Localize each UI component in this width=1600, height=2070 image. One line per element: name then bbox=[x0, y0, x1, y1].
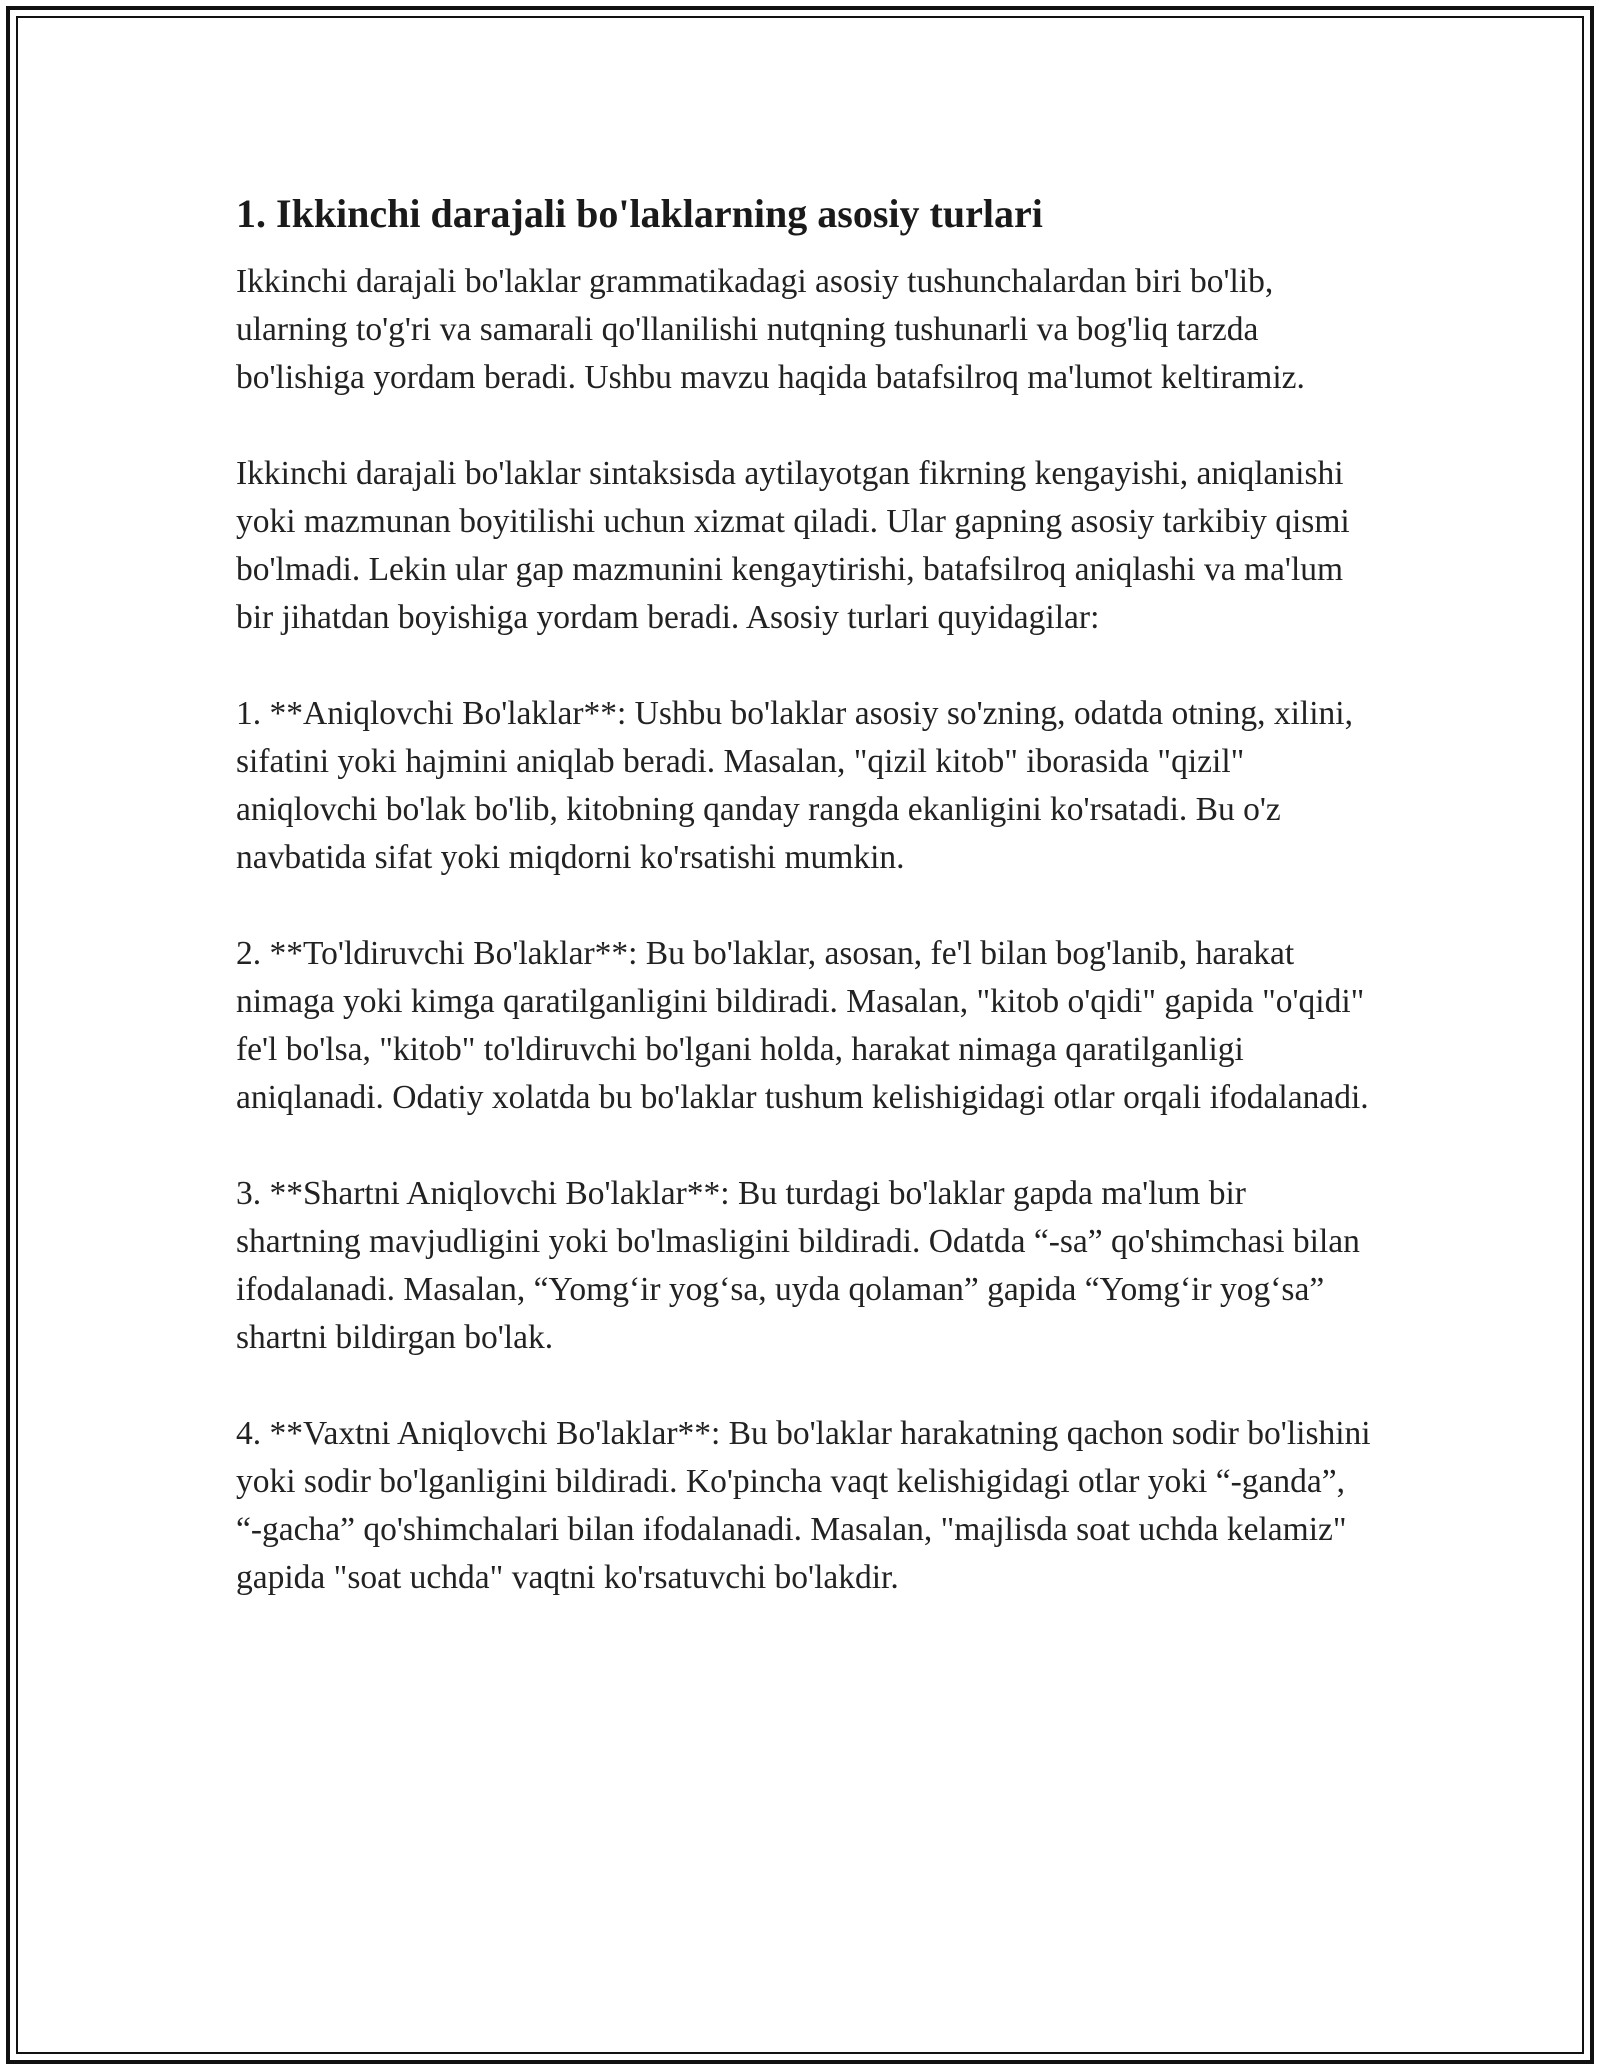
section-heading: 1. Ikkinchi darajali bo'laklarning asosiy turlari bbox=[236, 191, 1043, 236]
paragraph-item-4: 4. **Vaxtni Aniqlovchi Bo'laklar**: Bu bo'laklar harakatning qachon sodir bo'lishini yoki sodir bo'lganligini bildiradi. Ko'pincha vaqt kelishigidagi otlar yoki “-ganda”, “-gacha” qo'shimchalari bilan ifodalanadi. Masalan, "majlisda soat uchda kelamiz" gapida "soat uchda" vaqtni ko'rsatuvchi bo'lakdir. bbox=[236, 1415, 1371, 1596]
paragraph-intro: Ikkinchi darajali bo'laklar grammatikadagi asosiy tushunchalardan biri bo'lib, ularning to'g'ri va samarali qo'llanilishi nutqning tushunarli va bog'liq tarzda bo'lishiga yordam beradi. Ushbu mavzu haqida batafsilroq ma'lumot keltiramiz. bbox=[236, 263, 1305, 396]
document-body bbox=[236, 186, 1376, 1650]
paragraph-item-2: 2. **To'ldiruvchi Bo'laklar**: Bu bo'laklar, asosan, fe'l bilan bog'lanib, harakat nimaga yoki kimga qaratilganligini bildiradi. Masalan, "kitob o'qidi" gapida "o'qidi" fe'l bo'lsa, "kitob" to'ldiruvchi bo'lgani holda, harakat nimaga qaratilganligi aniqlanadi. Odatiy xolatda bu bo'laklar tushum kelishigidagi otlar orqali ifodalanadi. bbox=[236, 935, 1369, 1116]
paragraph-item-1: 1. **Aniqlovchi Bo'laklar**: Ushbu bo'laklar asosiy so'zning, odatda otning, xilini, sifatini yoki hajmini aniqlab beradi. Masalan, "qizil kitob" iborasida "qizil" aniqlovchi bo'lak bo'lib, kitobning qanday rangda ekanligini ko'rsatadi. Bu o'z navbatida sifat yoki miqdorni ko'rsatishi mumkin. bbox=[236, 695, 1353, 876]
paragraph-overview: Ikkinchi darajali bo'laklar sintaksisda aytilayotgan fikrning kengayishi, aniqlanishi yoki mazmunan boyitilishi uchun xizmat qiladi. Ular gapning asosiy tarkibiy qismi bo'lmadi. Lekin ular gap mazmunini kengaytirishi, batafsilroq aniqlashi va ma'lum bir jihatdan boyishiga yordam beradi. Asosiy turlari quyidagilar: bbox=[236, 455, 1350, 636]
paragraph-item-3: 3. **Shartni Aniqlovchi Bo'laklar**: Bu turdagi bo'laklar gapda ma'lum bir shartning mavjudligini yoki bo'lmasligini bildiradi. Odatda “-sa” qo'shimchasi bilan ifodalanadi. Masalan, “Yomg‘ir yog‘sa, uyda qolaman” gapida “Yomg‘ir yog‘sa” shartni bildirgan bo'lak. bbox=[236, 1175, 1360, 1356]
